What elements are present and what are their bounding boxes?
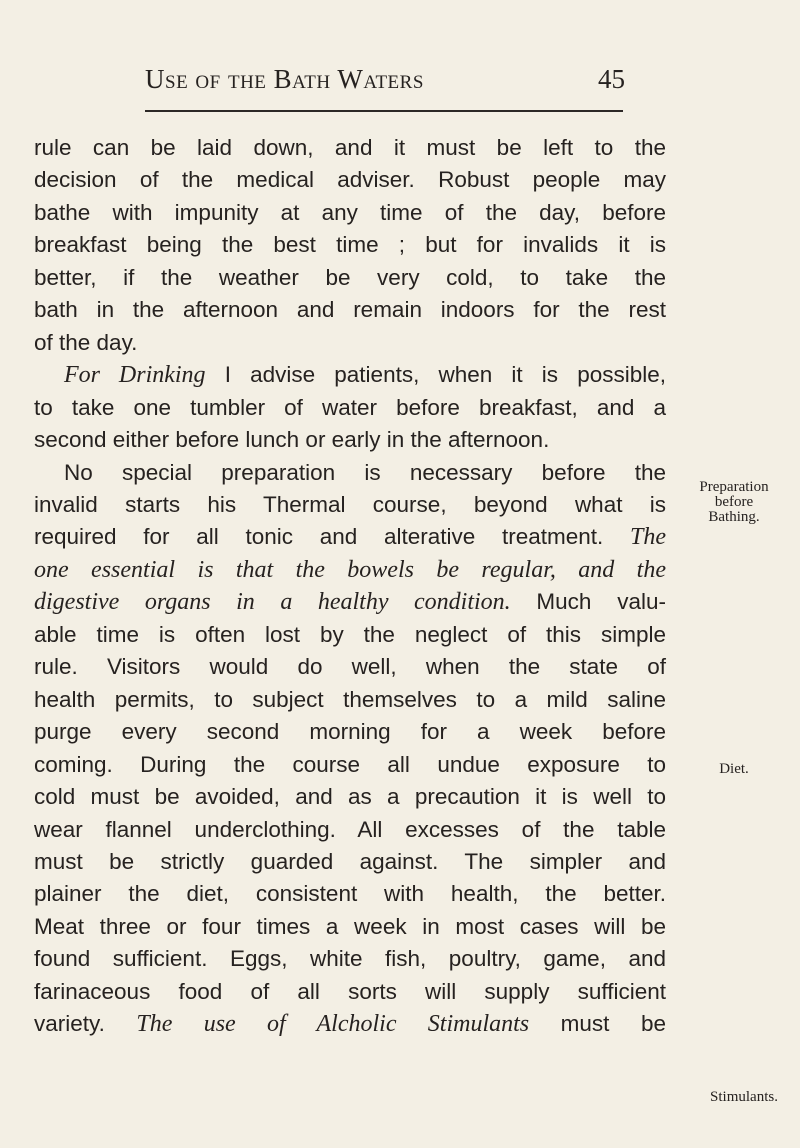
- italic-phrase: digestive organs in a healthy condition.: [34, 589, 511, 616]
- text-line: cold must be avoided, and as a precaution it is well to: [34, 784, 666, 810]
- running-head: [145, 64, 625, 102]
- text-line: bathe with impunity at any time of the day, before: [34, 199, 666, 225]
- text-line: farinaceous food of all sorts will supply sufficient: [34, 978, 666, 1004]
- text-line: required for all tonic and alterative treatment. The: [34, 524, 666, 551]
- text-line: variety. The use of Alcholic Stimulants must be: [34, 1011, 666, 1038]
- body-text: [34, 132, 666, 1041]
- text-line: health permits, to subject themselves to a mild saline: [34, 686, 666, 712]
- margin-note-preparation: Preparation before Bathing.: [699, 479, 769, 525]
- text-line: plainer the diet, consistent with health, the better.: [34, 881, 666, 907]
- italic-phrase: The: [630, 524, 666, 551]
- margin-note-diet: Diet.: [719, 761, 749, 777]
- text-line: found sufficient. Eggs, white fish, poultry, game, and: [34, 946, 666, 972]
- text-line: of the day.: [34, 329, 138, 355]
- text-line: digestive organs in a healthy condition. Much valu-: [34, 589, 666, 616]
- text-line: purge every second morning for a week before: [34, 719, 666, 745]
- text-line: [34, 554, 666, 586]
- text-line: decision of the medical adviser. Robust people may: [34, 167, 666, 193]
- margin-note-stimulants: Stimulants.: [710, 1089, 778, 1105]
- text-line: invalid starts his Thermal course, beyond what is: [34, 491, 666, 517]
- italic-phrase: For Drinking: [64, 362, 206, 389]
- text-line: second either before lunch or early in the afternoon.: [34, 427, 550, 453]
- page-number: 45: [598, 64, 625, 94]
- header-rule: [145, 110, 623, 112]
- text-line: No special preparation is necessary before the: [64, 459, 666, 485]
- text-line: to take one tumbler of water before breakfast, and a: [34, 394, 666, 420]
- text-line: rule. Visitors would do well, when the state of: [34, 654, 666, 680]
- text-line: able time is often lost by the neglect of this simple: [34, 621, 666, 647]
- text-line: bath in the afternoon and remain indoors for the rest: [34, 297, 666, 323]
- text-line: better, if the weather be very cold, to take the: [34, 264, 666, 290]
- running-title: Use of the Bath Waters: [145, 64, 424, 94]
- text-line: rule can be laid down, and it must be left to the: [34, 135, 666, 160]
- text-line: wear flannel underclothing. All excesses of the table: [34, 816, 666, 842]
- text-line: breakfast being the best time ; but for invalids it is: [34, 232, 666, 258]
- text-line: For Drinking I advise patients, when it is possible,: [64, 362, 666, 389]
- text-line: Meat three or four times a week in most cases will be: [34, 913, 666, 939]
- text-line: coming. During the course all undue exposure to: [34, 751, 666, 777]
- italic-phrase: one essential is that the bowels be regular, and the: [34, 556, 666, 583]
- italic-phrase: The use of Alcholic Stimulants: [136, 1011, 530, 1038]
- text-line: must be strictly guarded against. The simpler and: [34, 848, 666, 874]
